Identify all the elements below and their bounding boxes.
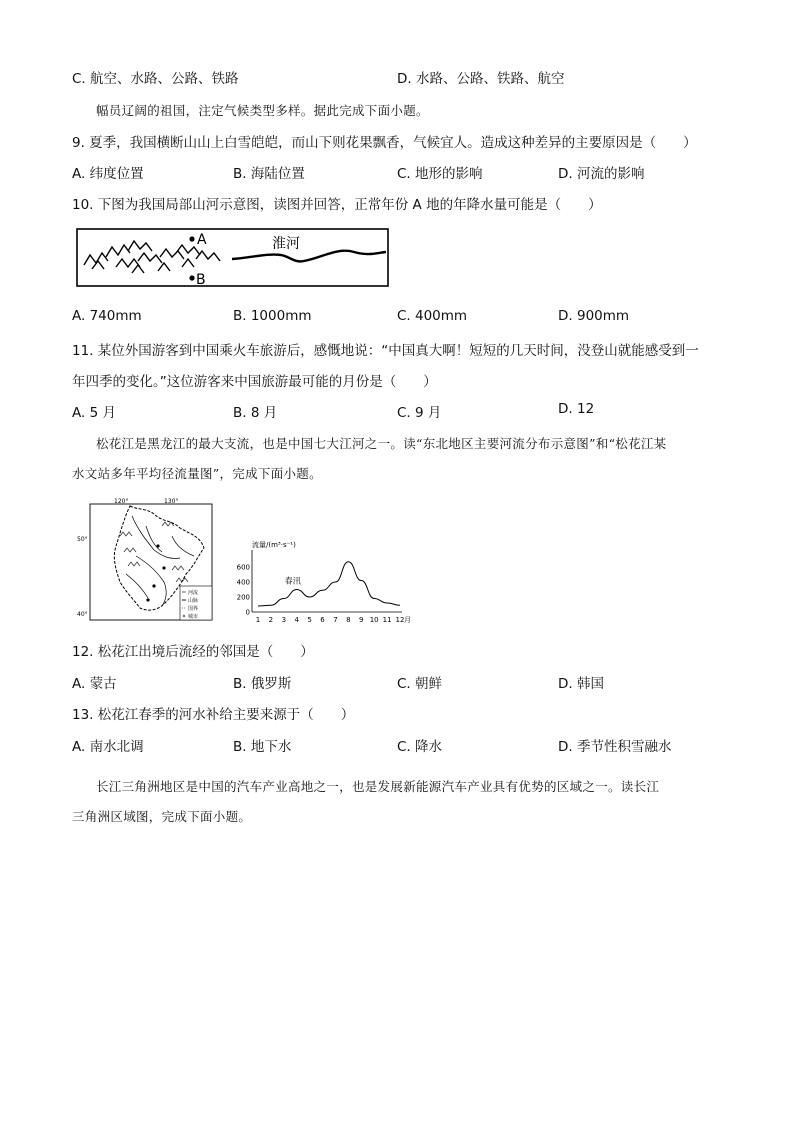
point-b-marker <box>189 275 194 280</box>
q8-option-c: C. 航空、水路、公路、铁路 <box>72 71 239 87</box>
river-label: 淮河 <box>272 236 300 252</box>
legend-river: 河流 <box>188 590 199 596</box>
intro-yangtze-line1: 长江三角洲地区是中国的汽车产业高地之一，也是发展新能源汽车产业具有优势的区域之一。读长江 <box>96 779 660 794</box>
q9-option-b: B. 海陆位置 <box>233 166 305 182</box>
q11-option-b: B. 8 月 <box>233 405 278 421</box>
q13-stem: 13. 松花江春季的河水补给主要来源于（ ） <box>72 707 355 723</box>
intro-climate-text: 辽阔的祖国，注定气候类型多样。据此完成下面小题。 <box>121 103 429 118</box>
q12-option-b: B. 俄罗斯 <box>233 676 292 692</box>
q10-option-b: B. 1000mm <box>233 308 312 324</box>
intro-songhua-line1: 松花江是黑龙江的最大支流，也是中国七大江河之一。读“东北地区主要河流分布示意图”和“松花江某 <box>96 436 667 451</box>
intro-climate-prefix: 幅员 <box>96 103 122 118</box>
x-tick-label: 12 <box>395 616 405 624</box>
x-tick-label: 5 <box>307 616 312 624</box>
q9-stem: 9. 夏季，我国横断山山上白雪皑皑，而山下则花果飘香，气候宜人。造成这种差异的主要原因是（ ） <box>72 135 697 151</box>
lat-label-40: 40° <box>77 611 88 618</box>
q11-stem-line2: 年四季的变化。”这位游客来中国旅游最可能的月份是（ ） <box>72 374 437 390</box>
lon-label-120: 120° <box>114 498 129 505</box>
label-a: A <box>197 232 207 248</box>
x-tick-label: 11 <box>382 616 392 624</box>
q9-option-c: C. 地形的影响 <box>397 166 483 182</box>
q10-option-c: C. 400mm <box>397 308 468 324</box>
intro-songhua-line2: 水文站多年平均径流量图”，完成下面小题。 <box>72 466 322 481</box>
legend-city: 城市 <box>188 614 199 620</box>
x-tick-label: 10 <box>369 616 379 624</box>
intro-climate <box>96 101 429 119</box>
q11-option-c: C. 9 月 <box>397 405 442 421</box>
q13-option-a: A. 南水北调 <box>72 739 144 755</box>
lon-label-130: 130° <box>164 498 179 505</box>
x-tick-label: 8 <box>346 616 351 624</box>
label-b: B <box>196 272 206 288</box>
q11-stem-line1: 11. 某位外国游客到中国乘火车旅游后，感慨地说：“中国真大啊！短短的几天时间，没登山就能感受到一 <box>72 343 699 359</box>
q8-option-d: D. 水路、公路、铁路、航空 <box>397 71 565 87</box>
intro-yangtze-line2: 三角洲区域图，完成下面小题。 <box>72 809 252 824</box>
q10-option-a: A. 740mm <box>72 308 142 324</box>
q13-option-d: D. 季节性积雪融水 <box>558 739 672 755</box>
x-tick-label: 9 <box>359 616 364 624</box>
q12-option-a: A. 蒙古 <box>72 676 117 692</box>
q10-mountain-river-figure <box>76 225 390 289</box>
q11-option-a: A. 5 月 <box>72 405 116 421</box>
y-tick-label: 200 <box>236 593 250 602</box>
q12-option-c: C. 朝鲜 <box>397 676 443 692</box>
chart-ylabel: 流量/(m³·s⁻¹) <box>252 541 296 549</box>
q10-stem: 10. 下图为我国局部山河示意图，读图并回答，正常年份 A 地的年降水量可能是（ ） <box>72 197 602 213</box>
q9-option-d: D. 河流的影响 <box>558 166 645 182</box>
x-tick-label: 2 <box>268 616 274 624</box>
x-tick-label: 4 <box>294 616 299 624</box>
legend-border: 国界 <box>188 606 199 612</box>
x-tick-label: 6 <box>320 616 325 624</box>
q10-option-d: D. 900mm <box>558 308 630 324</box>
x-tick-label: 7 <box>333 616 338 624</box>
runoff-series-line <box>258 562 400 606</box>
legend-mountain: 山脉 <box>188 598 199 604</box>
q13-option-c: C. 降水 <box>397 739 443 755</box>
q13-option-b: B. 地下水 <box>233 739 292 755</box>
spring-flood-annotation: 春汛 <box>284 576 301 586</box>
x-tick-label: 1 <box>255 616 261 624</box>
lat-label-50: 50° <box>77 536 88 543</box>
x-tick-label: 3 <box>281 616 287 624</box>
q12-stem: 12. 松花江出境后流经的邻国是（ ） <box>72 644 314 660</box>
y-tick-label: 0 <box>245 608 250 617</box>
y-tick-label: 600 <box>236 563 250 572</box>
runoff-line-chart <box>228 536 418 628</box>
q9-option-a: A. 纬度位置 <box>72 166 144 182</box>
q11-option-d: D. 12 <box>558 401 595 417</box>
figure-frame <box>77 229 388 286</box>
q12-option-d: D. 韩国 <box>558 676 604 692</box>
northeast-rivers-map <box>76 496 216 624</box>
chart-xlabel: 月 <box>404 616 411 624</box>
point-a-marker <box>189 236 194 241</box>
y-tick-label: 400 <box>236 578 250 587</box>
